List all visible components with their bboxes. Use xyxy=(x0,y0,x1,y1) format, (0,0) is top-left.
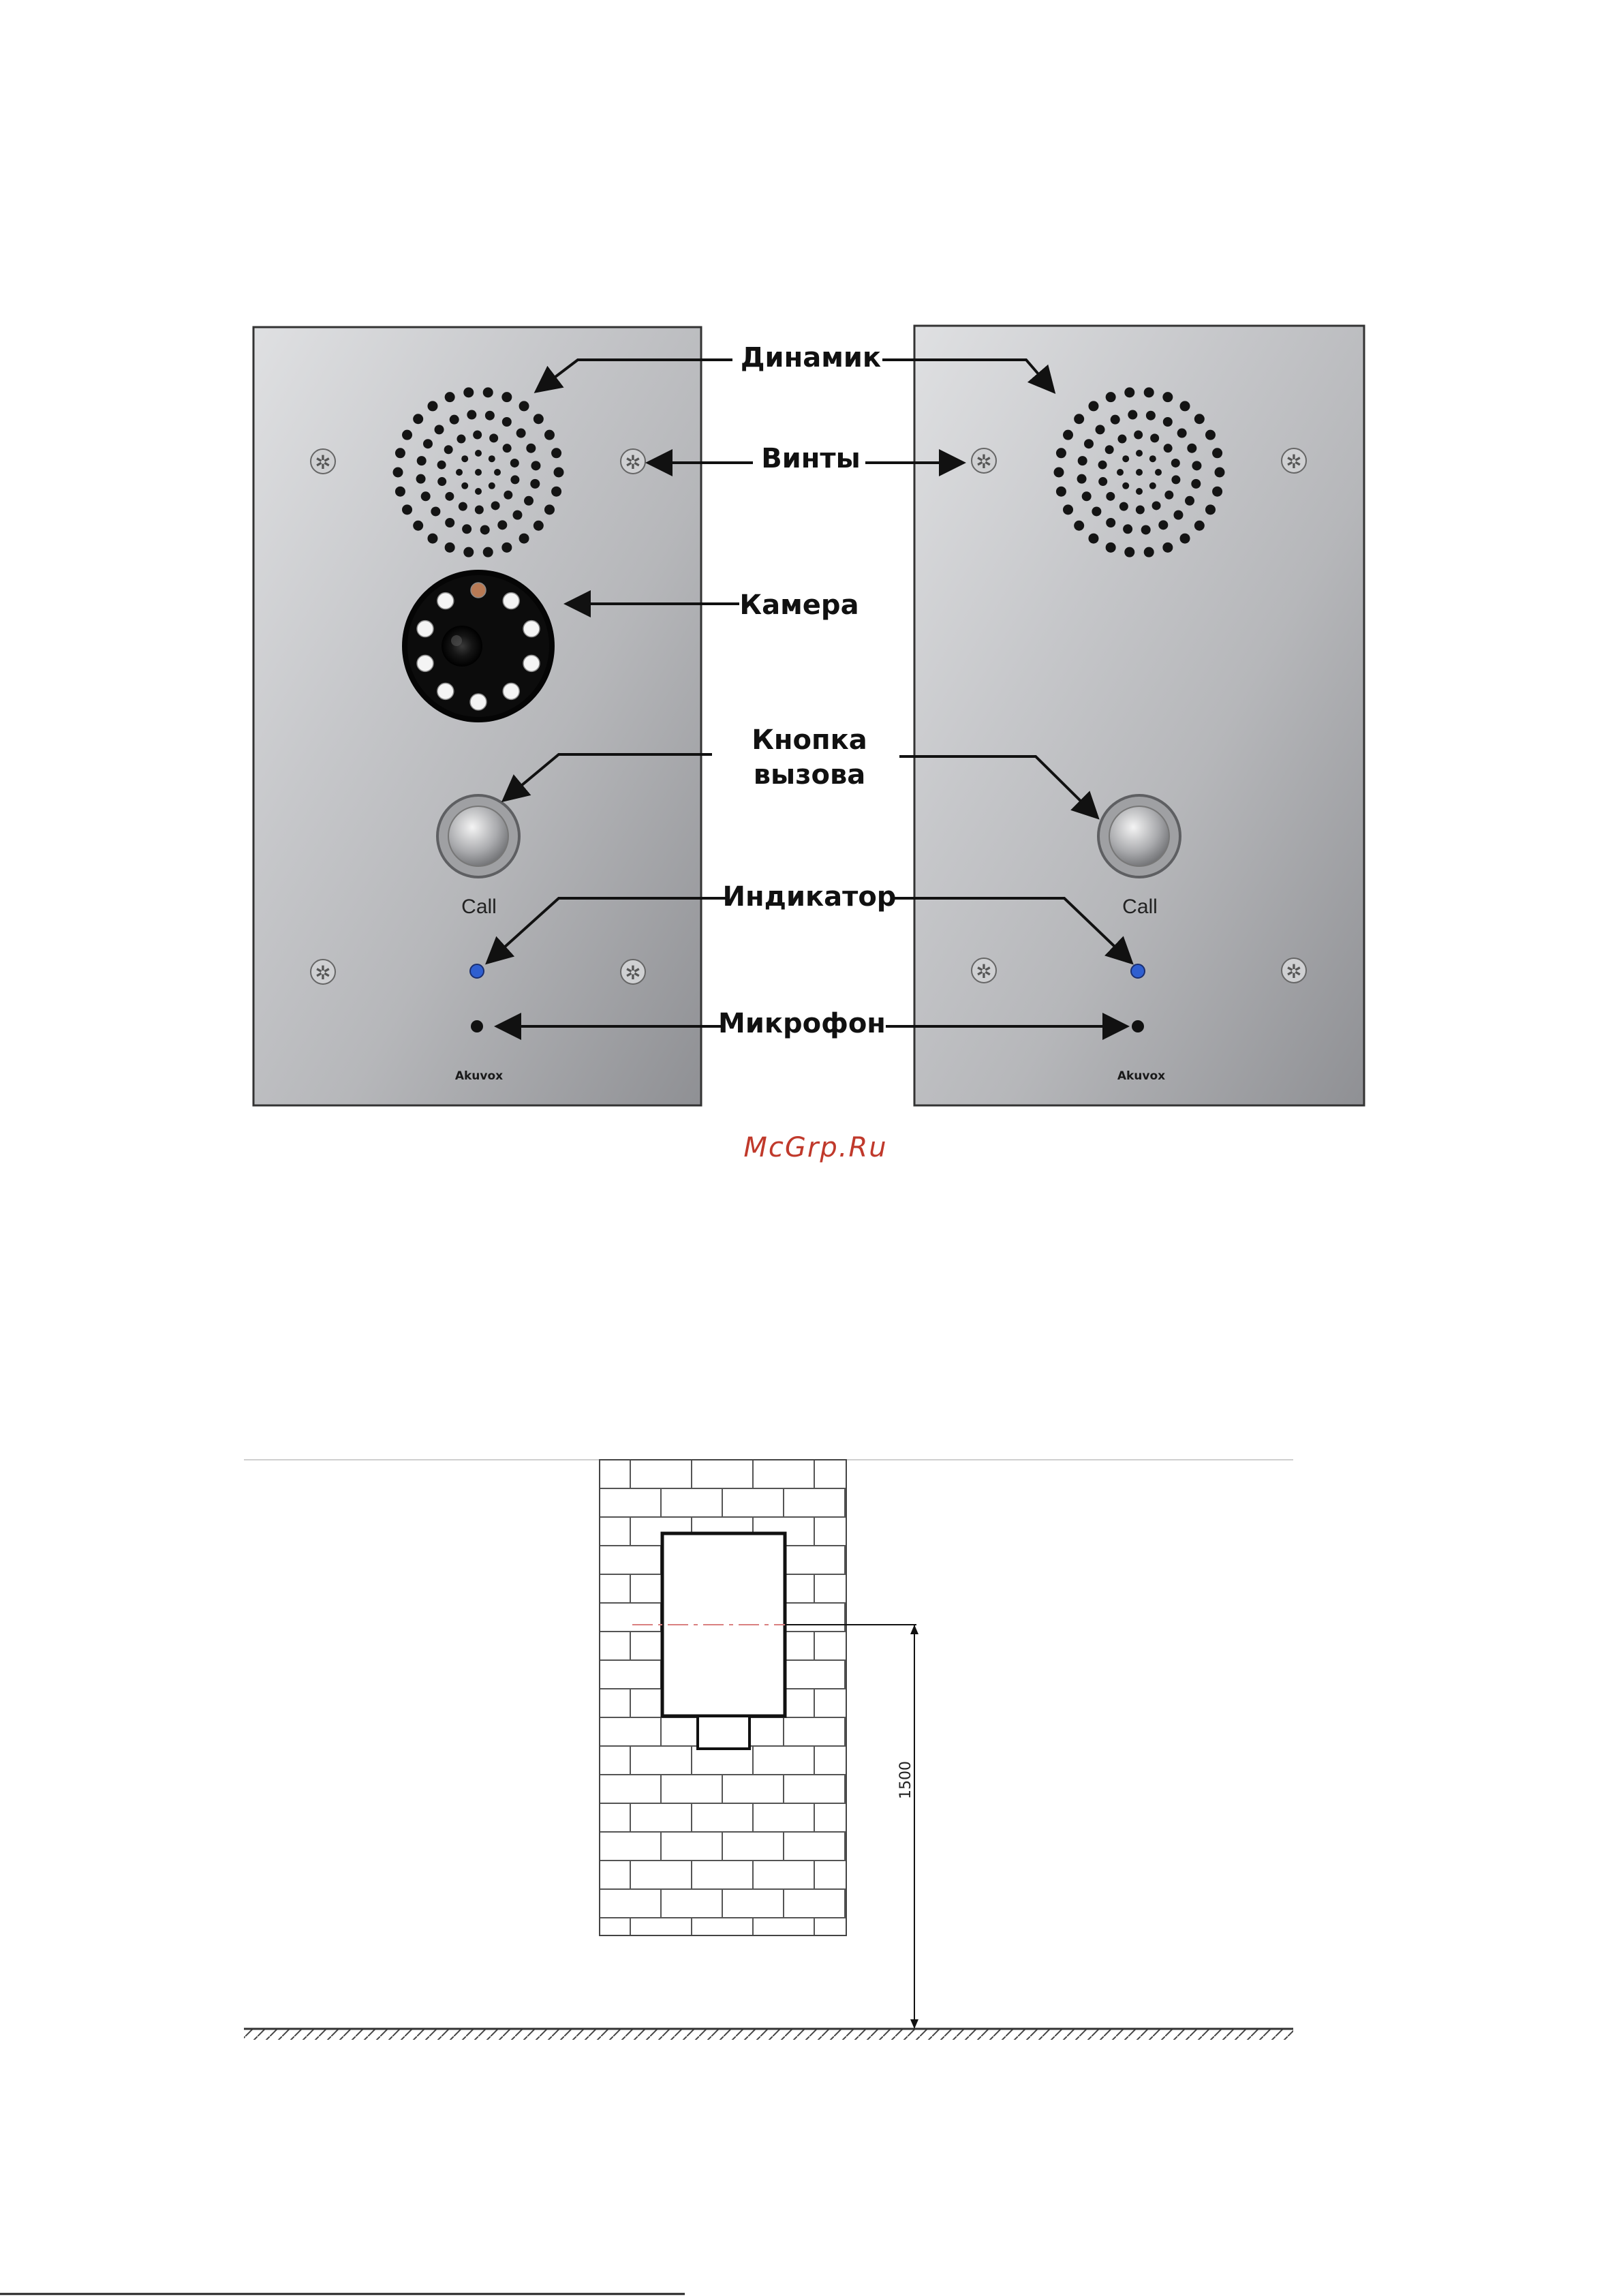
screw-icon xyxy=(311,960,335,984)
speaker-hole xyxy=(393,468,403,478)
speaker-hole xyxy=(530,479,540,489)
speaker-hole xyxy=(457,435,465,444)
right-panel xyxy=(914,326,1364,1105)
speaker-hole xyxy=(413,521,423,531)
speaker-hole xyxy=(1215,468,1225,478)
speaker-hole xyxy=(1164,491,1173,500)
speaker-hole xyxy=(1117,469,1124,476)
speaker-hole xyxy=(516,429,526,438)
speaker-hole xyxy=(494,469,501,476)
screw-icon xyxy=(621,960,645,984)
speaker-hole xyxy=(1106,392,1116,402)
speaker-hole xyxy=(475,488,482,495)
speaker-hole xyxy=(1119,502,1128,511)
speaker-hole xyxy=(450,415,459,425)
speaker-hole xyxy=(483,387,493,397)
ir-led-icon xyxy=(437,683,454,699)
speaker-hole xyxy=(554,468,564,478)
speaker-hole xyxy=(526,444,536,453)
speaker-hole xyxy=(1194,414,1205,424)
speaker-hole xyxy=(1117,435,1126,444)
screw-icon xyxy=(972,448,996,473)
speaker-hole xyxy=(1105,445,1114,454)
speaker-hole xyxy=(1144,547,1154,557)
speaker-hole xyxy=(1164,444,1173,453)
microphone-icon xyxy=(471,1020,483,1032)
svg-text:✲: ✲ xyxy=(315,962,331,983)
speaker-hole xyxy=(431,506,440,516)
microphone-icon xyxy=(1132,1020,1144,1032)
speaker-hole xyxy=(473,431,482,440)
speaker-hole xyxy=(1056,487,1066,497)
speaker-hole xyxy=(1082,491,1092,501)
label-microphone: Микрофон xyxy=(718,1008,886,1039)
screw-icon xyxy=(311,449,335,474)
ir-led-icon xyxy=(523,655,540,671)
speaker-hole xyxy=(1088,401,1098,411)
svg-text:✲: ✲ xyxy=(1286,451,1302,472)
screw-icon xyxy=(1282,448,1306,473)
speaker-hole xyxy=(1212,487,1222,497)
speaker-hole xyxy=(1146,411,1156,420)
speaker-hole xyxy=(519,534,529,544)
speaker-hole xyxy=(1144,387,1154,397)
label-screws: Винты xyxy=(761,443,861,474)
speaker-hole xyxy=(1162,392,1173,402)
speaker-hole xyxy=(461,455,468,462)
installation-drawing xyxy=(244,1460,1293,2040)
speaker-hole xyxy=(462,524,472,534)
speaker-hole xyxy=(1063,504,1073,515)
speaker-hole xyxy=(1063,430,1073,440)
svg-text:✲: ✲ xyxy=(625,452,641,473)
speaker-hole xyxy=(1205,430,1216,440)
speaker-hole xyxy=(485,411,495,420)
speaker-hole xyxy=(491,501,500,510)
ir-led-icon xyxy=(437,593,454,609)
watermark: McGrp.Ru xyxy=(743,1132,888,1163)
speaker-hole xyxy=(1212,448,1222,458)
speaker-hole xyxy=(475,469,482,476)
speaker-hole xyxy=(1122,455,1129,462)
speaker-hole xyxy=(1106,542,1116,553)
speaker-hole xyxy=(1187,444,1196,453)
speaker-hole xyxy=(402,504,412,515)
svg-text:✲: ✲ xyxy=(1286,961,1302,982)
floor-hatch xyxy=(244,2029,1293,2040)
speaker-hole xyxy=(1088,534,1098,544)
speaker-hole xyxy=(1077,474,1087,484)
ir-led-icon xyxy=(503,683,519,699)
speaker-hole xyxy=(1128,410,1137,420)
speaker-hole xyxy=(475,450,482,457)
speaker-hole xyxy=(1136,469,1143,476)
speaker-hole xyxy=(1056,448,1066,458)
speaker-hole xyxy=(1180,534,1190,544)
speaker-hole xyxy=(1098,461,1107,470)
speaker-hole xyxy=(1158,520,1168,530)
svg-text:✲: ✲ xyxy=(625,962,641,983)
speaker-hole xyxy=(1185,496,1194,506)
speaker-hole xyxy=(501,542,512,553)
ir-led-icon xyxy=(523,621,540,637)
screw-icon xyxy=(972,958,996,983)
speaker-hole xyxy=(445,542,455,553)
brand-logo: Akuvox xyxy=(1117,1069,1166,1083)
speaker-hole xyxy=(1141,525,1151,534)
speaker-hole xyxy=(1074,521,1084,531)
svg-text:✲: ✲ xyxy=(976,451,992,472)
speaker-hole xyxy=(480,525,490,534)
speaker-hole xyxy=(402,430,412,440)
speaker-hole xyxy=(503,444,512,453)
speaker-hole xyxy=(427,401,437,411)
label-indicator: Индикатор xyxy=(722,881,897,913)
svg-text:✲: ✲ xyxy=(315,452,331,473)
speaker-hole xyxy=(1194,521,1205,531)
speaker-hole xyxy=(1163,417,1173,427)
speaker-hole xyxy=(413,414,423,424)
speaker-hole xyxy=(544,430,555,440)
speaker-hole xyxy=(1171,459,1180,468)
speaker-hole xyxy=(502,417,512,427)
speaker-hole xyxy=(1106,518,1115,527)
speaker-hole xyxy=(437,461,446,470)
speaker-hole xyxy=(423,439,433,448)
speaker-hole xyxy=(459,502,467,511)
speaker-hole xyxy=(524,496,534,506)
ir-led-icon xyxy=(417,655,433,671)
speaker-hole xyxy=(510,459,519,468)
speaker-hole xyxy=(1123,524,1132,534)
speaker-hole xyxy=(519,401,529,411)
speaker-hole xyxy=(1171,475,1180,484)
speaker-hole xyxy=(544,504,555,515)
speaker-hole xyxy=(1155,469,1162,476)
speaker-hole xyxy=(417,456,427,465)
speaker-hole xyxy=(501,392,512,402)
speaker-hole xyxy=(497,520,507,530)
speaker-hole xyxy=(1124,547,1134,557)
speaker-hole xyxy=(510,475,519,484)
indicator-led-icon xyxy=(470,964,484,978)
ir-led-icon xyxy=(417,621,433,637)
speaker-hole xyxy=(1205,504,1216,515)
speaker-hole xyxy=(1149,455,1156,462)
speaker-hole xyxy=(1180,401,1190,411)
label-camera: Камера xyxy=(739,590,859,621)
speaker-hole xyxy=(445,518,454,527)
speaker-hole xyxy=(1173,510,1183,520)
speaker-hole xyxy=(467,410,476,420)
screw-icon xyxy=(1282,958,1306,983)
speaker-hole xyxy=(1191,479,1201,489)
brand-logo: Akuvox xyxy=(454,1069,504,1083)
speaker-hole xyxy=(512,510,522,520)
speaker-hole xyxy=(531,461,540,470)
speaker-hole xyxy=(1106,492,1115,501)
speaker-hole xyxy=(463,547,474,557)
speaker-hole xyxy=(1162,542,1173,553)
speaker-hole xyxy=(1111,415,1120,425)
indicator-led-icon xyxy=(1131,964,1145,978)
speaker-hole xyxy=(421,491,431,501)
speaker-hole xyxy=(1136,488,1143,495)
speaker-hole xyxy=(445,492,454,501)
svg-text:✲: ✲ xyxy=(976,961,992,982)
speaker-hole xyxy=(1149,483,1156,489)
label-call-button-line2: вызова xyxy=(753,759,866,791)
speaker-hole xyxy=(489,433,498,442)
speaker-hole xyxy=(1136,505,1145,514)
speaker-hole xyxy=(483,547,493,557)
screw-icon xyxy=(621,449,645,474)
speaker-hole xyxy=(489,455,495,462)
call-label: Call xyxy=(461,896,497,918)
speaker-hole xyxy=(1192,461,1201,470)
right-panel-body xyxy=(914,326,1364,1105)
speaker-hole xyxy=(475,505,484,514)
camera-icon xyxy=(402,570,555,722)
speaker-hole xyxy=(416,474,426,484)
speaker-hole xyxy=(456,469,463,476)
speaker-hole xyxy=(463,387,474,397)
speaker-hole xyxy=(1092,506,1101,516)
speaker-hole xyxy=(1078,456,1087,465)
label-call-button-line1: Кнопка xyxy=(752,724,867,756)
speaker-hole xyxy=(1074,414,1084,424)
call-label: Call xyxy=(1122,896,1158,918)
speaker-hole xyxy=(1136,450,1143,457)
speaker-hole xyxy=(534,521,544,531)
call-button[interactable] xyxy=(437,795,519,877)
speaker-hole xyxy=(395,487,405,497)
speaker-hole xyxy=(1134,431,1143,440)
speaker-hole xyxy=(1054,468,1064,478)
speaker-hole xyxy=(427,534,437,544)
speaker-hole xyxy=(489,483,495,489)
speaker-hole xyxy=(437,477,446,486)
device-bracket xyxy=(698,1716,749,1749)
speaker-hole xyxy=(1124,387,1134,397)
speaker-hole xyxy=(1084,439,1094,448)
dimension-value: 1500 xyxy=(897,1761,914,1799)
call-button[interactable] xyxy=(1098,795,1180,877)
ir-led-icon xyxy=(503,593,519,609)
speaker-hole xyxy=(551,448,561,458)
speaker-hole xyxy=(504,491,512,500)
speaker-hole xyxy=(1177,429,1187,438)
speaker-hole xyxy=(551,487,561,497)
speaker-hole xyxy=(1150,433,1159,442)
ir-led-icon xyxy=(471,583,486,598)
speaker-hole xyxy=(1152,501,1161,510)
speaker-hole xyxy=(395,448,405,458)
speaker-hole xyxy=(444,445,453,454)
left-panel xyxy=(253,327,701,1105)
speaker-hole xyxy=(534,414,544,424)
speaker-hole xyxy=(1096,425,1105,434)
speaker-hole xyxy=(461,483,468,489)
speaker-hole xyxy=(445,392,455,402)
label-speaker: Динамик xyxy=(740,342,882,373)
speaker-hole xyxy=(1122,483,1129,489)
speaker-hole xyxy=(435,425,444,434)
ir-led-icon xyxy=(470,694,486,710)
speaker-hole xyxy=(1098,477,1107,486)
